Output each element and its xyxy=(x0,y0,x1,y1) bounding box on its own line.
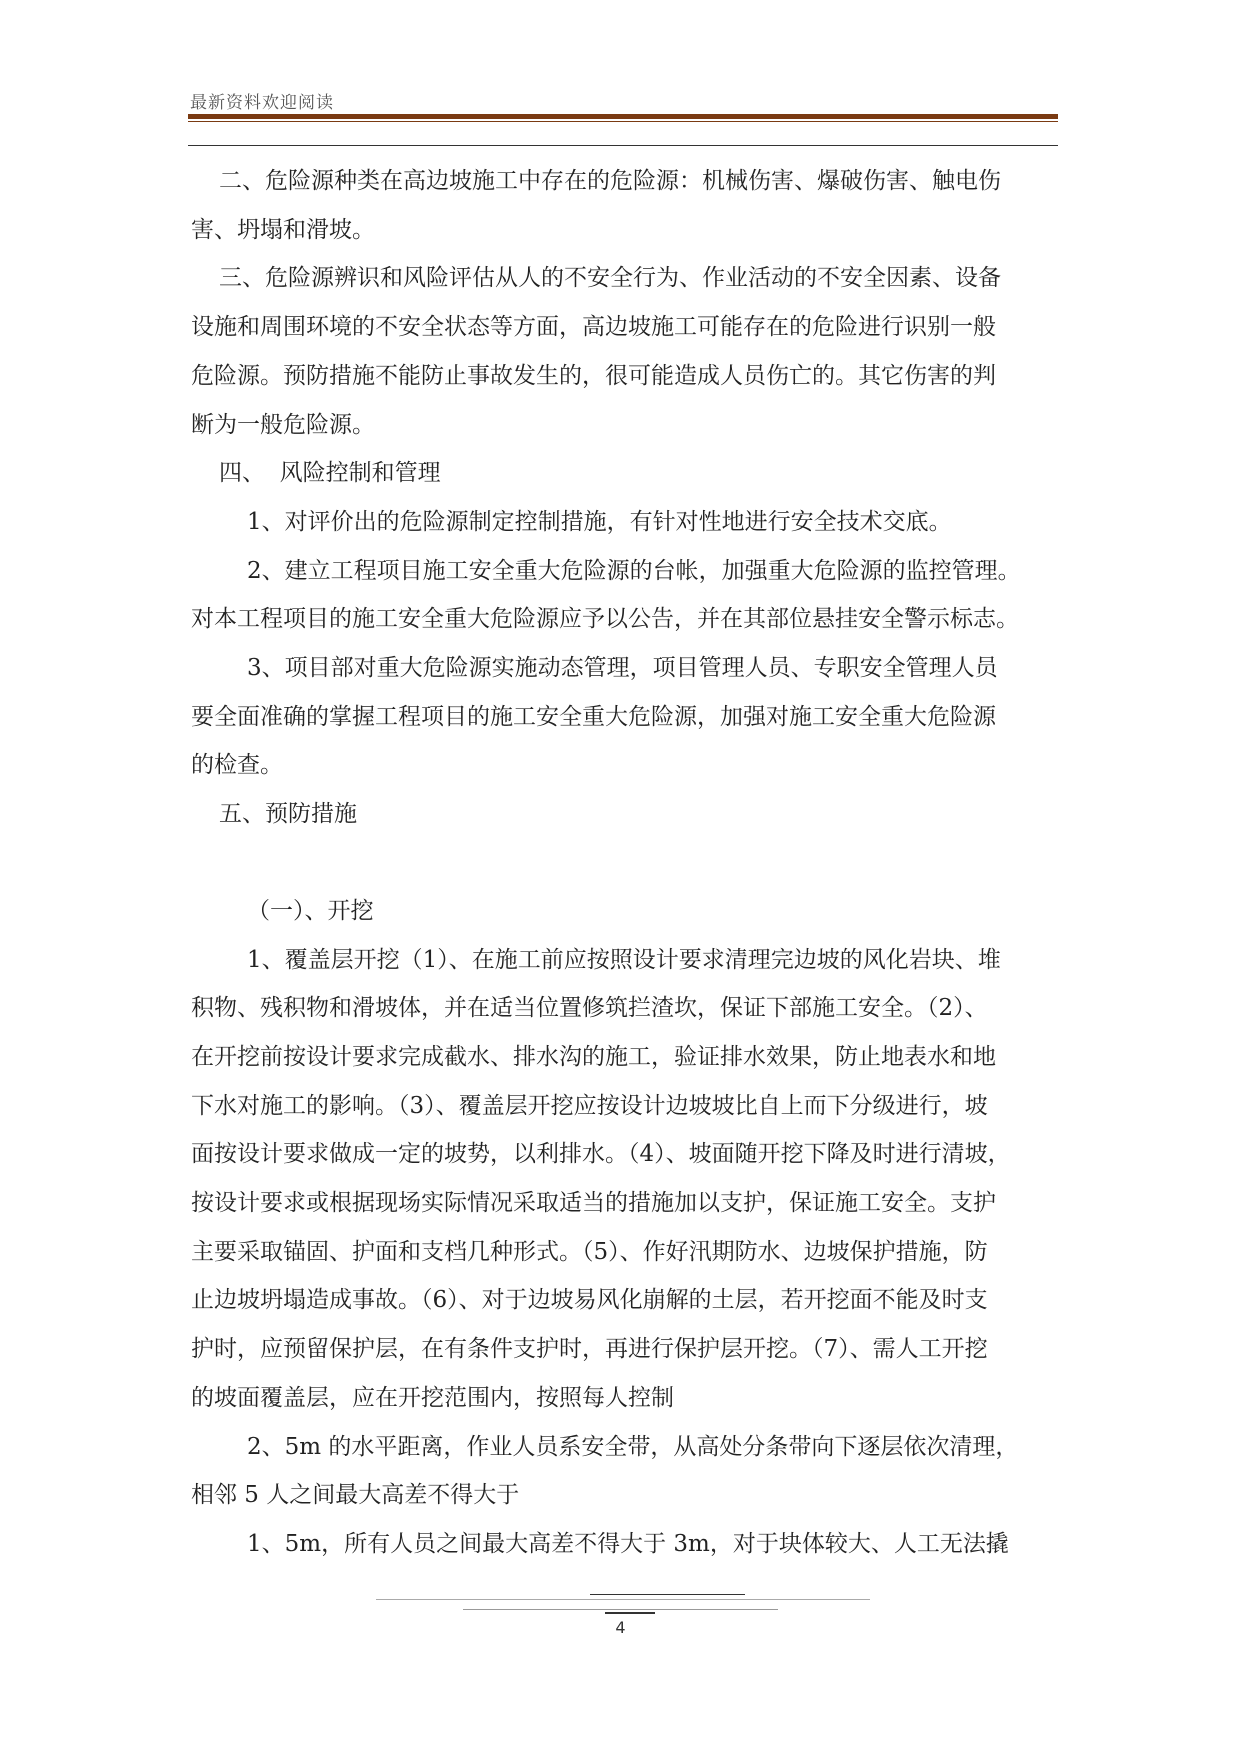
footer-mark xyxy=(590,1594,745,1595)
paragraph-line: 按设计要求或根据现场实际情况采取适当的措施加以支护，保证施工安全。支护 xyxy=(191,1190,996,1217)
paragraph-line: 的检查。 xyxy=(191,752,283,779)
paragraph-line: 止边坡坍塌造成事故。（6）、对于边坡易风化崩解的土层，若开挖面不能及时支 xyxy=(191,1287,988,1314)
document-body xyxy=(191,157,1061,1569)
paragraph-line: 三、危险源辨识和风险评估从人的不安全行为、作业活动的不安全因素、设备 xyxy=(219,265,1001,292)
paragraph-line: 的坡面覆盖层，应在开挖范围内，按照每人控制 xyxy=(191,1384,674,1411)
paragraph-line: 对本工程项目的施工安全重大危险源应予以公告，并在其部位悬挂安全警示标志。 xyxy=(191,606,1019,633)
header-rule-thin xyxy=(188,121,1058,122)
paragraph-line: 3、项目部对重大危险源实施动态管理，项目管理人员、专职安全管理人员 xyxy=(247,655,998,682)
footer-rule-short xyxy=(463,1609,778,1610)
paragraph-line: 2、建立工程项目施工安全重大危险源的台帐，加强重大危险源的监控管理。 xyxy=(247,557,1021,584)
paragraph-line: 1、对评价出的危险源制定控制措施，有针对性地进行安全技术交底。 xyxy=(247,508,952,535)
paragraph-line: 1、5m，所有人员之间最大高差不得大于 3m，对于块体较大、人工无法撬 xyxy=(247,1530,1009,1557)
paragraph-line: 主要采取锚固、护面和支档几种形式。（5）、作好汛期防水、边坡保护措施，防 xyxy=(191,1238,988,1265)
paragraph-line: 害、坍塌和滑坡。 xyxy=(191,216,375,243)
paragraph-line: 相邻 5 人之间最大高差不得大于 xyxy=(191,1482,520,1509)
blank-gap xyxy=(191,839,1061,887)
paragraph-line: 2、5m 的水平距离，作业人员系安全带，从高处分条带向下逐层依次清理， xyxy=(247,1433,1019,1460)
paragraph-line: 面按设计要求做成一定的坡势，以利排水。（4）、坡面随开挖下降及时进行清坡， xyxy=(191,1141,1011,1168)
paragraph-line: 1、覆盖层开挖（1）、在施工前应按照设计要求清理完边坡的风化岩块、堆 xyxy=(247,946,1001,973)
paragraph-line: 二、危险源种类在高边坡施工中存在的危险源：机械伤害、爆破伤害、触电伤 xyxy=(219,168,1001,194)
paragraph-line: 下水对施工的影响。（3）、覆盖层开挖应按设计边坡坡比自上而下分级进行，坡 xyxy=(191,1092,988,1119)
paragraph-line: 积物、残积物和滑坡体，并在适当位置修筑拦渣坎，保证下部施工安全。（2）、 xyxy=(191,995,988,1022)
section-heading: 五、预防措施 xyxy=(219,801,357,828)
paragraph-line: 在开挖前按设计要求完成截水、排水沟的施工，验证排水效果，防止地表水和地 xyxy=(191,1043,996,1070)
paragraph-line: 要全面准确的掌握工程项目的施工安全重大危险源，加强对施工安全重大危险源 xyxy=(191,703,996,730)
page-number: 4 xyxy=(615,1618,626,1637)
paragraph-line: 断为一般危险源。 xyxy=(191,411,375,438)
paragraph-line: 危险源。预防措施不能防止事故发生的，很可能造成人员伤亡的。其它伤害的判 xyxy=(191,362,996,389)
page-header-title: 最新资料欢迎阅读 xyxy=(190,93,334,113)
header-rule-bottom xyxy=(188,145,1058,146)
paragraph-line: 护时，应预留保护层，在有条件支护时，再进行保护层开挖。（7）、需人工开挖 xyxy=(191,1336,988,1363)
subsection-heading: （一）、开挖 xyxy=(247,897,374,924)
header-rule-thick xyxy=(188,114,1058,119)
paragraph-line: 设施和周围环境的不安全状态等方面，高边坡施工可能存在的危险进行识别一般 xyxy=(191,314,996,341)
footer-mark-small xyxy=(605,1612,655,1614)
section-heading: 四、 风险控制和管理 xyxy=(219,460,441,487)
footer-rule xyxy=(376,1599,870,1600)
